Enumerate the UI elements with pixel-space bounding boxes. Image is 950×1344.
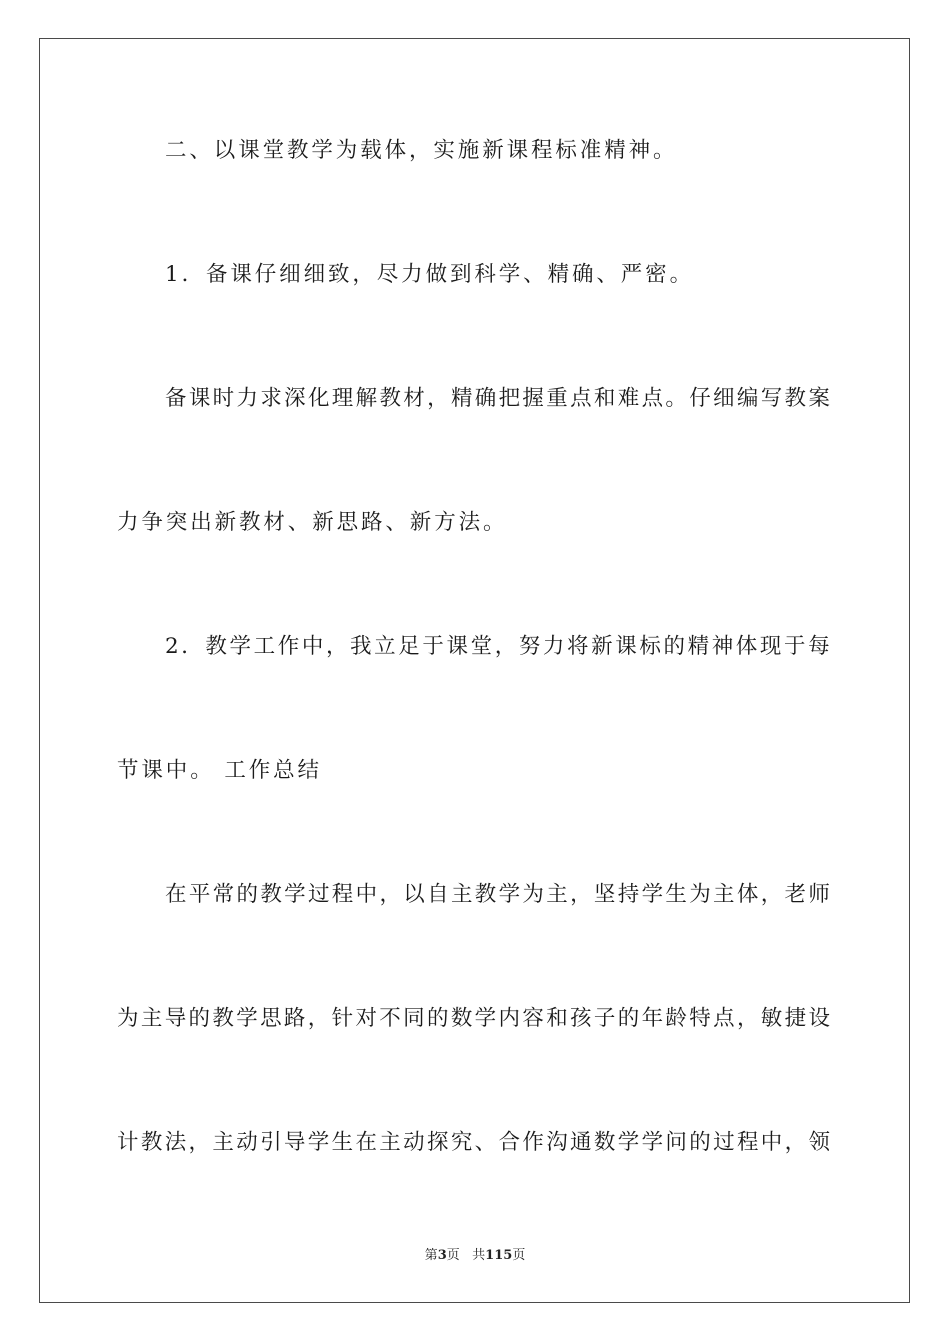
footer-page-prefix: 第 — [424, 1248, 438, 1263]
item-two-line-1: 2 ． 教 学 工 作 中 ， 我 立 足 于 课 堂 ， 努 力 将 新 课 标 的 精 神 体 现 于 每 — [165, 634, 830, 659]
item-one-heading: 1．备课仔细细致，尽力做到科学、精确、严密。 — [165, 262, 694, 287]
page-border — [39, 38, 910, 1303]
paragraph-line-4: 为 主 导 的 教 学 思 路 ， 针 对 不 同 的 数 学 内 容 和 孩 子 的 年 龄 特 点 ， 敏 捷 设 — [117, 1006, 830, 1031]
footer-total-suffix: 页 — [512, 1248, 526, 1263]
footer-page-number: 3 — [437, 1248, 447, 1263]
paragraph-line-1: 备 课 时 力 求 深 化 理 解 教 材 ， 精 确 把 握 重 点 和 难 点 。 仔 细 编 写 教 案 — [165, 386, 830, 411]
paragraph-line-3: 在 平 常 的 教 学 过 程 中 ， 以 自 主 教 学 为 主 ， 坚 持 学 生 为 主 体 ， 老 师 — [165, 882, 830, 907]
paragraph-line-5: 计 教 法 ， 主 动 引 导 学 生 在 主 动 探 究 、 合 作 沟 通 数 学 学 问 的 过 程 中 ， 领 — [117, 1130, 830, 1155]
footer-page-suffix: 页 — [446, 1248, 460, 1263]
footer-total-number: 115 — [485, 1248, 513, 1263]
paragraph-line-2: 力争突出新教材、新思路、新方法。 — [117, 510, 508, 535]
page-footer — [0, 1249, 950, 1262]
heading-section-two: 二、以课堂教学为载体，实施新课程标准精神。 — [165, 138, 678, 163]
item-two-line-2: 节课中。 工作总结 — [117, 758, 322, 783]
footer-total-prefix: 共 — [472, 1248, 486, 1263]
